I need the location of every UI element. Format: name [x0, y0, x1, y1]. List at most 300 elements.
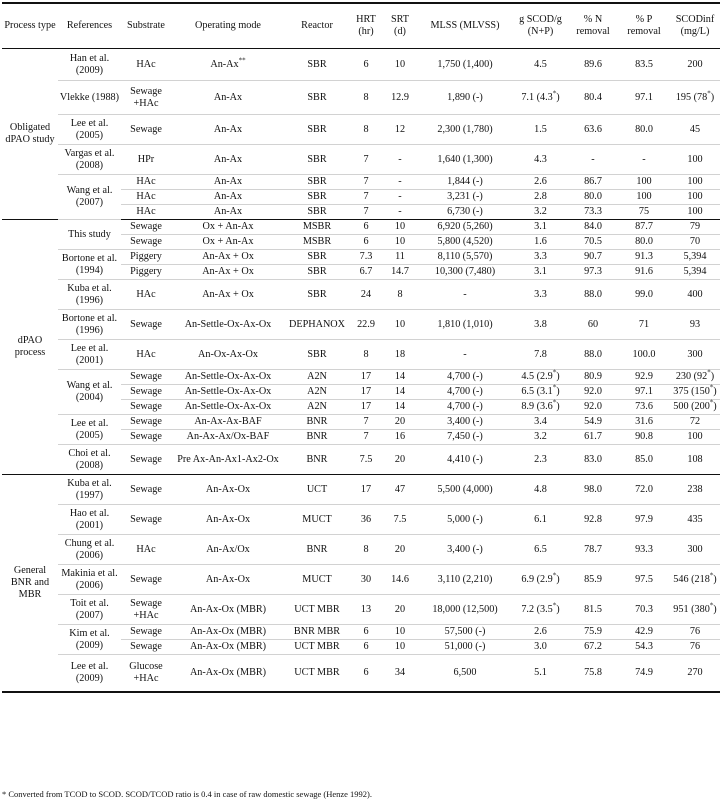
mlss-cell: 1,640 (1,300)	[417, 145, 513, 175]
g-value: 4.8	[534, 483, 547, 495]
g-value: 3.4	[534, 416, 547, 428]
mode-cell	[171, 310, 285, 340]
table-row	[2, 625, 720, 640]
p-removal-cell: 100	[618, 190, 670, 205]
footnote-mark: *	[552, 383, 557, 392]
g-cell	[513, 640, 568, 655]
footnote-mark: *	[552, 89, 557, 98]
hrt-cell: 22.9	[349, 310, 383, 340]
scod-cell	[670, 115, 720, 145]
srt-cell: 14	[383, 400, 417, 415]
hrt-cell: 7	[349, 145, 383, 175]
scod-cell	[670, 205, 720, 220]
srt-cell: -	[383, 190, 417, 205]
table-row	[2, 250, 720, 265]
substrate-cell: HPr	[121, 145, 171, 175]
reactor-cell: SBR	[285, 265, 349, 280]
substrate-cell: Sewage	[121, 625, 171, 640]
scod-value: 72	[689, 416, 701, 428]
reactor-cell: BNR	[285, 535, 349, 565]
g-value: 3.1	[534, 266, 547, 278]
scod-cell	[670, 340, 720, 370]
reactor-cell: DEPHANOX	[285, 310, 349, 340]
scod-cell	[670, 565, 720, 595]
g-value-end: )	[556, 386, 560, 398]
srt-cell: -	[383, 205, 417, 220]
g-cell	[513, 595, 568, 625]
g-value: 7.1 (4.3	[521, 91, 553, 103]
hrt-cell: 7	[349, 430, 383, 445]
g-cell	[513, 430, 568, 445]
mode-value: An-Ax	[213, 206, 243, 218]
scod-value: 270	[687, 666, 703, 678]
substrate-cell: Sewage	[121, 310, 171, 340]
g-value-end: )	[556, 91, 560, 103]
scod-cell	[670, 235, 720, 250]
substrate-cell: Sewage	[121, 415, 171, 430]
mode-cell	[171, 49, 285, 81]
n-removal-cell: 73.3	[568, 205, 618, 220]
mode-cell	[171, 340, 285, 370]
n-removal-cell: 60	[568, 310, 618, 340]
reactor-cell: A2N	[285, 385, 349, 400]
scod-cell	[670, 535, 720, 565]
table-row	[2, 370, 720, 385]
footnote-mark: *	[552, 571, 557, 580]
scod-value: 100	[687, 206, 703, 218]
column-header: g SCOD/g (N+P)	[513, 3, 568, 49]
g-value: 7.8	[534, 348, 547, 360]
scod-cell	[670, 595, 720, 625]
mlss-cell: 2,300 (1,780)	[417, 115, 513, 145]
substrate-cell: HAc	[121, 280, 171, 310]
mode-value: An-Ax-Ox	[205, 483, 251, 495]
srt-cell: -	[383, 145, 417, 175]
table-row	[2, 220, 720, 235]
table-row	[2, 115, 720, 145]
mode-cell	[171, 385, 285, 400]
mode-value: An-Ax-Ox (MBR)	[189, 603, 267, 615]
g-cell	[513, 81, 568, 115]
reactor-cell: SBR	[285, 145, 349, 175]
p-removal-cell: 85.0	[618, 445, 670, 475]
scod-value: 100	[687, 153, 703, 165]
reference-cell: Vargas et al. (2008)	[58, 145, 121, 175]
reactor-cell: SBR	[285, 250, 349, 265]
mode-cell	[171, 505, 285, 535]
srt-cell: 8	[383, 280, 417, 310]
g-value: 3.8	[534, 318, 547, 330]
footnote-mark: *	[709, 571, 714, 580]
scod-value: 5,394	[683, 266, 707, 278]
hrt-cell: 24	[349, 280, 383, 310]
column-header: Substrate	[121, 3, 171, 49]
table-row	[2, 145, 720, 175]
scod-cell	[670, 505, 720, 535]
g-cell	[513, 310, 568, 340]
mode-value: An-Ax	[213, 123, 243, 135]
reference-cell: Lee et al. (2005)	[58, 115, 121, 145]
table-row	[2, 595, 720, 625]
substrate-cell: Sewage	[121, 430, 171, 445]
substrate-cell: Sewage +HAc	[121, 81, 171, 115]
scod-cell	[670, 190, 720, 205]
scod-value: 5,394	[683, 251, 707, 263]
scod-cell	[670, 220, 720, 235]
reference-cell: Lee et al. (2001)	[58, 340, 121, 370]
mlss-cell: 4,410 (-)	[417, 445, 513, 475]
mlss-cell: 8,110 (5,570)	[417, 250, 513, 265]
mode-value: An-Ax + Ox	[202, 288, 254, 300]
srt-cell: 20	[383, 595, 417, 625]
reactor-cell: UCT MBR	[285, 640, 349, 655]
n-removal-cell: 98.0	[568, 475, 618, 505]
scod-cell	[670, 385, 720, 400]
hrt-cell: 6	[349, 625, 383, 640]
mode-cell	[171, 535, 285, 565]
mlss-cell: -	[417, 280, 513, 310]
g-cell	[513, 535, 568, 565]
srt-cell: 18	[383, 340, 417, 370]
srt-cell: 20	[383, 535, 417, 565]
g-cell	[513, 265, 568, 280]
scod-cell	[670, 145, 720, 175]
reactor-cell: A2N	[285, 400, 349, 415]
scod-value: 70	[689, 236, 701, 248]
srt-cell: 11	[383, 250, 417, 265]
table-row	[2, 415, 720, 430]
n-removal-cell: 85.9	[568, 565, 618, 595]
g-value: 6.5 (3.1	[521, 386, 553, 398]
scod-value: 400	[687, 288, 703, 300]
mlss-cell: 6,730 (-)	[417, 205, 513, 220]
table-row	[2, 340, 720, 370]
column-header: HRT (hr)	[349, 3, 383, 49]
p-removal-cell: 80.0	[618, 115, 670, 145]
reactor-cell: BNR	[285, 415, 349, 430]
p-removal-cell: 74.9	[618, 655, 670, 692]
scod-cell	[670, 250, 720, 265]
mode-value: An-Ax-Ox (MBR)	[189, 666, 267, 678]
mode-cell	[171, 655, 285, 692]
mlss-cell: 4,700 (-)	[417, 385, 513, 400]
reference-cell: Makinia et al. (2006)	[58, 565, 121, 595]
substrate-cell: Piggery	[121, 250, 171, 265]
reference-cell: Toit et al. (2007)	[58, 595, 121, 625]
p-removal-cell: -	[618, 145, 670, 175]
g-cell	[513, 655, 568, 692]
p-removal-cell: 97.1	[618, 385, 670, 400]
substrate-cell: Piggery	[121, 265, 171, 280]
scod-cell	[670, 265, 720, 280]
mode-cell	[171, 205, 285, 220]
hrt-cell: 6	[349, 640, 383, 655]
scod-value: 435	[687, 513, 703, 525]
column-header: Process type	[2, 3, 58, 49]
g-value: 4.5 (2.9	[521, 371, 553, 383]
substrate-cell: HAc	[121, 190, 171, 205]
p-removal-cell: 72.0	[618, 475, 670, 505]
reactor-cell: SBR	[285, 280, 349, 310]
hrt-cell: 17	[349, 385, 383, 400]
g-cell	[513, 250, 568, 265]
mlss-cell: 4,700 (-)	[417, 400, 513, 415]
scod-cell	[670, 625, 720, 640]
mode-cell	[171, 115, 285, 145]
mode-value: An-Ax-Ax/Ox-BAF	[186, 431, 270, 443]
n-removal-cell: 92.0	[568, 400, 618, 415]
hrt-cell: 6.7	[349, 265, 383, 280]
scod-value: 500 (200	[673, 401, 710, 413]
mode-value: An-Ax-Ox	[205, 573, 251, 585]
hrt-cell: 17	[349, 370, 383, 385]
mode-value: An-Settle-Ox-Ax-Ox	[184, 371, 272, 383]
mlss-cell: 3,231 (-)	[417, 190, 513, 205]
g-cell	[513, 205, 568, 220]
g-cell	[513, 565, 568, 595]
scod-value: 100	[687, 176, 703, 188]
p-removal-cell: 75	[618, 205, 670, 220]
substrate-cell: Sewage	[121, 475, 171, 505]
g-cell	[513, 445, 568, 475]
scod-value: 375 (150	[673, 386, 710, 398]
hrt-cell: 7	[349, 415, 383, 430]
g-value: 6.9 (2.9	[521, 573, 553, 585]
scod-value: 100	[687, 191, 703, 203]
n-removal-cell: 80.9	[568, 370, 618, 385]
srt-cell: 10	[383, 640, 417, 655]
mode-value: An-Settle-Ox-Ax-Ox	[184, 401, 272, 413]
mode-cell	[171, 400, 285, 415]
p-removal-cell: 90.8	[618, 430, 670, 445]
reactor-cell: SBR	[285, 81, 349, 115]
mlss-cell: 5,800 (4,520)	[417, 235, 513, 250]
column-header: SRT (d)	[383, 3, 417, 49]
substrate-cell: Sewage +HAc	[121, 595, 171, 625]
mlss-cell: -	[417, 340, 513, 370]
srt-cell: 12	[383, 115, 417, 145]
scod-cell	[670, 400, 720, 415]
substrate-cell: HAc	[121, 49, 171, 81]
mode-value: Pre Ax-An-Ax1-Ax2-Ox	[177, 453, 279, 465]
hrt-cell: 7	[349, 175, 383, 190]
g-value: 4.3	[534, 153, 547, 165]
p-removal-cell: 73.6	[618, 400, 670, 415]
mode-value: An-Ax-Ox	[205, 513, 251, 525]
mode-value: An-Ax + Ox	[202, 251, 254, 263]
reference-cell: This study	[58, 220, 121, 250]
process-type-cell: dPAO process	[2, 220, 58, 475]
scod-value-end: )	[713, 603, 717, 615]
substrate-cell: Glucose +HAc	[121, 655, 171, 692]
g-value: 2.6	[534, 626, 547, 638]
mode-value: An-Ax-Ox (MBR)	[189, 626, 267, 638]
scod-cell	[670, 415, 720, 430]
mode-cell	[171, 640, 285, 655]
scod-cell	[670, 280, 720, 310]
g-cell	[513, 280, 568, 310]
reference-cell: Han et al. (2009)	[58, 49, 121, 81]
srt-cell: 12.9	[383, 81, 417, 115]
p-removal-cell: 31.6	[618, 415, 670, 430]
g-cell	[513, 340, 568, 370]
column-header: Reactor	[285, 3, 349, 49]
reactor-cell: SBR	[285, 49, 349, 81]
p-removal-cell: 97.5	[618, 565, 670, 595]
reference-cell: Chung et al. (2006)	[58, 535, 121, 565]
n-removal-cell: 70.5	[568, 235, 618, 250]
srt-cell: 20	[383, 445, 417, 475]
p-removal-cell: 87.7	[618, 220, 670, 235]
hrt-cell: 7	[349, 205, 383, 220]
mlss-cell: 5,000 (-)	[417, 505, 513, 535]
srt-cell: 14.6	[383, 565, 417, 595]
n-removal-cell: 75.8	[568, 655, 618, 692]
g-value: 7.2 (3.5	[521, 603, 553, 615]
scod-value: 100	[687, 431, 703, 443]
g-value-end: )	[556, 573, 560, 585]
reference-cell: Kim et al. (2009)	[58, 625, 121, 655]
hrt-cell: 8	[349, 535, 383, 565]
scod-cell	[670, 310, 720, 340]
substrate-cell: Sewage	[121, 235, 171, 250]
mode-value: Ox + An-Ax	[202, 221, 254, 233]
reference-cell: Hao et al. (2001)	[58, 505, 121, 535]
reference-cell: Lee et al. (2005)	[58, 415, 121, 445]
n-removal-cell: 63.6	[568, 115, 618, 145]
reference-cell: Bortone et al. (1994)	[58, 250, 121, 280]
n-removal-cell: 83.0	[568, 445, 618, 475]
g-cell	[513, 370, 568, 385]
scod-value: 93	[689, 318, 701, 330]
mlss-cell: 1,890 (-)	[417, 81, 513, 115]
mlss-cell: 3,400 (-)	[417, 415, 513, 430]
scod-value: 195 (78	[675, 91, 708, 103]
p-removal-cell: 92.9	[618, 370, 670, 385]
table-row	[2, 81, 720, 115]
g-value: 6.1	[534, 513, 547, 525]
reference-cell: Lee et al. (2009)	[58, 655, 121, 692]
header-row	[2, 3, 720, 49]
reference-cell: Wang et al. (2004)	[58, 370, 121, 415]
mlss-cell: 7,450 (-)	[417, 430, 513, 445]
g-cell	[513, 175, 568, 190]
srt-cell: 14	[383, 385, 417, 400]
table-row	[2, 655, 720, 692]
mode-value: An-Settle-Ox-Ax-Ox	[184, 318, 272, 330]
scod-cell	[670, 370, 720, 385]
reference-cell: Choi et al. (2008)	[58, 445, 121, 475]
table-row	[2, 505, 720, 535]
srt-cell: 47	[383, 475, 417, 505]
mode-cell	[171, 81, 285, 115]
mlss-cell: 3,110 (2,210)	[417, 565, 513, 595]
g-value: 1.6	[534, 236, 547, 248]
substrate-cell: HAc	[121, 175, 171, 190]
n-removal-cell: 97.3	[568, 265, 618, 280]
reactor-cell: MSBR	[285, 235, 349, 250]
n-removal-cell: 61.7	[568, 430, 618, 445]
footnote-mark: *	[709, 398, 714, 407]
reactor-cell: UCT	[285, 475, 349, 505]
table-row	[2, 475, 720, 505]
n-removal-cell: 88.0	[568, 340, 618, 370]
reactor-cell: MUCT	[285, 505, 349, 535]
hrt-cell: 7.5	[349, 445, 383, 475]
substrate-cell: HAc	[121, 535, 171, 565]
n-removal-cell: 78.7	[568, 535, 618, 565]
mode-cell	[171, 235, 285, 250]
srt-cell: 14.7	[383, 265, 417, 280]
g-value: 3.3	[534, 251, 547, 263]
n-removal-cell: 75.9	[568, 625, 618, 640]
mode-cell	[171, 265, 285, 280]
process-type-cell: Obligated dPAO study	[2, 49, 58, 220]
scod-value: 230 (92	[675, 371, 708, 383]
g-value-end: )	[556, 603, 560, 615]
mode-value: An-Ax	[213, 176, 243, 188]
substrate-cell: Sewage	[121, 220, 171, 235]
p-removal-cell: 83.5	[618, 49, 670, 81]
footnote-mark: *	[552, 398, 557, 407]
n-removal-cell: 90.7	[568, 250, 618, 265]
table-row	[2, 535, 720, 565]
substrate-cell: HAc	[121, 205, 171, 220]
mode-cell	[171, 415, 285, 430]
g-value: 5.1	[534, 666, 547, 678]
g-value: 3.3	[534, 288, 547, 300]
scod-cell	[670, 655, 720, 692]
srt-cell: 34	[383, 655, 417, 692]
g-value: 3.2	[534, 431, 547, 443]
mode-value: An-Ax	[213, 191, 243, 203]
column-header: References	[58, 3, 121, 49]
mode-cell	[171, 190, 285, 205]
p-removal-cell: 70.3	[618, 595, 670, 625]
scod-cell	[670, 475, 720, 505]
scod-value-end: )	[710, 371, 715, 383]
g-value: 3.1	[534, 221, 547, 233]
table-row	[2, 310, 720, 340]
p-removal-cell: 100.0	[618, 340, 670, 370]
mode-value: An-Ax	[213, 153, 243, 165]
p-removal-cell: 97.1	[618, 81, 670, 115]
footnote-mark: *	[707, 368, 711, 377]
substrate-cell: Sewage	[121, 445, 171, 475]
column-header: % P removal	[618, 3, 670, 49]
g-cell	[513, 220, 568, 235]
srt-cell: 10	[383, 49, 417, 81]
hrt-cell: 7.3	[349, 250, 383, 265]
substrate-cell: Sewage	[121, 505, 171, 535]
mode-value: Ox + An-Ax	[202, 236, 254, 248]
substrate-cell: Sewage	[121, 115, 171, 145]
hrt-cell: 8	[349, 115, 383, 145]
reference-cell: Wang et al. (2007)	[58, 175, 121, 220]
scod-value: 45	[689, 123, 701, 135]
srt-cell: 10	[383, 625, 417, 640]
srt-cell: 20	[383, 415, 417, 430]
reference-cell: Bortone et al. (1996)	[58, 310, 121, 340]
scod-cell	[670, 640, 720, 655]
footnote-mark: *	[552, 368, 557, 377]
p-removal-cell: 42.9	[618, 625, 670, 640]
mlss-cell: 1,810 (1,010)	[417, 310, 513, 340]
p-removal-cell: 93.3	[618, 535, 670, 565]
mode-cell	[171, 445, 285, 475]
table-row	[2, 445, 720, 475]
column-header: MLSS (MLVSS)	[417, 3, 513, 49]
